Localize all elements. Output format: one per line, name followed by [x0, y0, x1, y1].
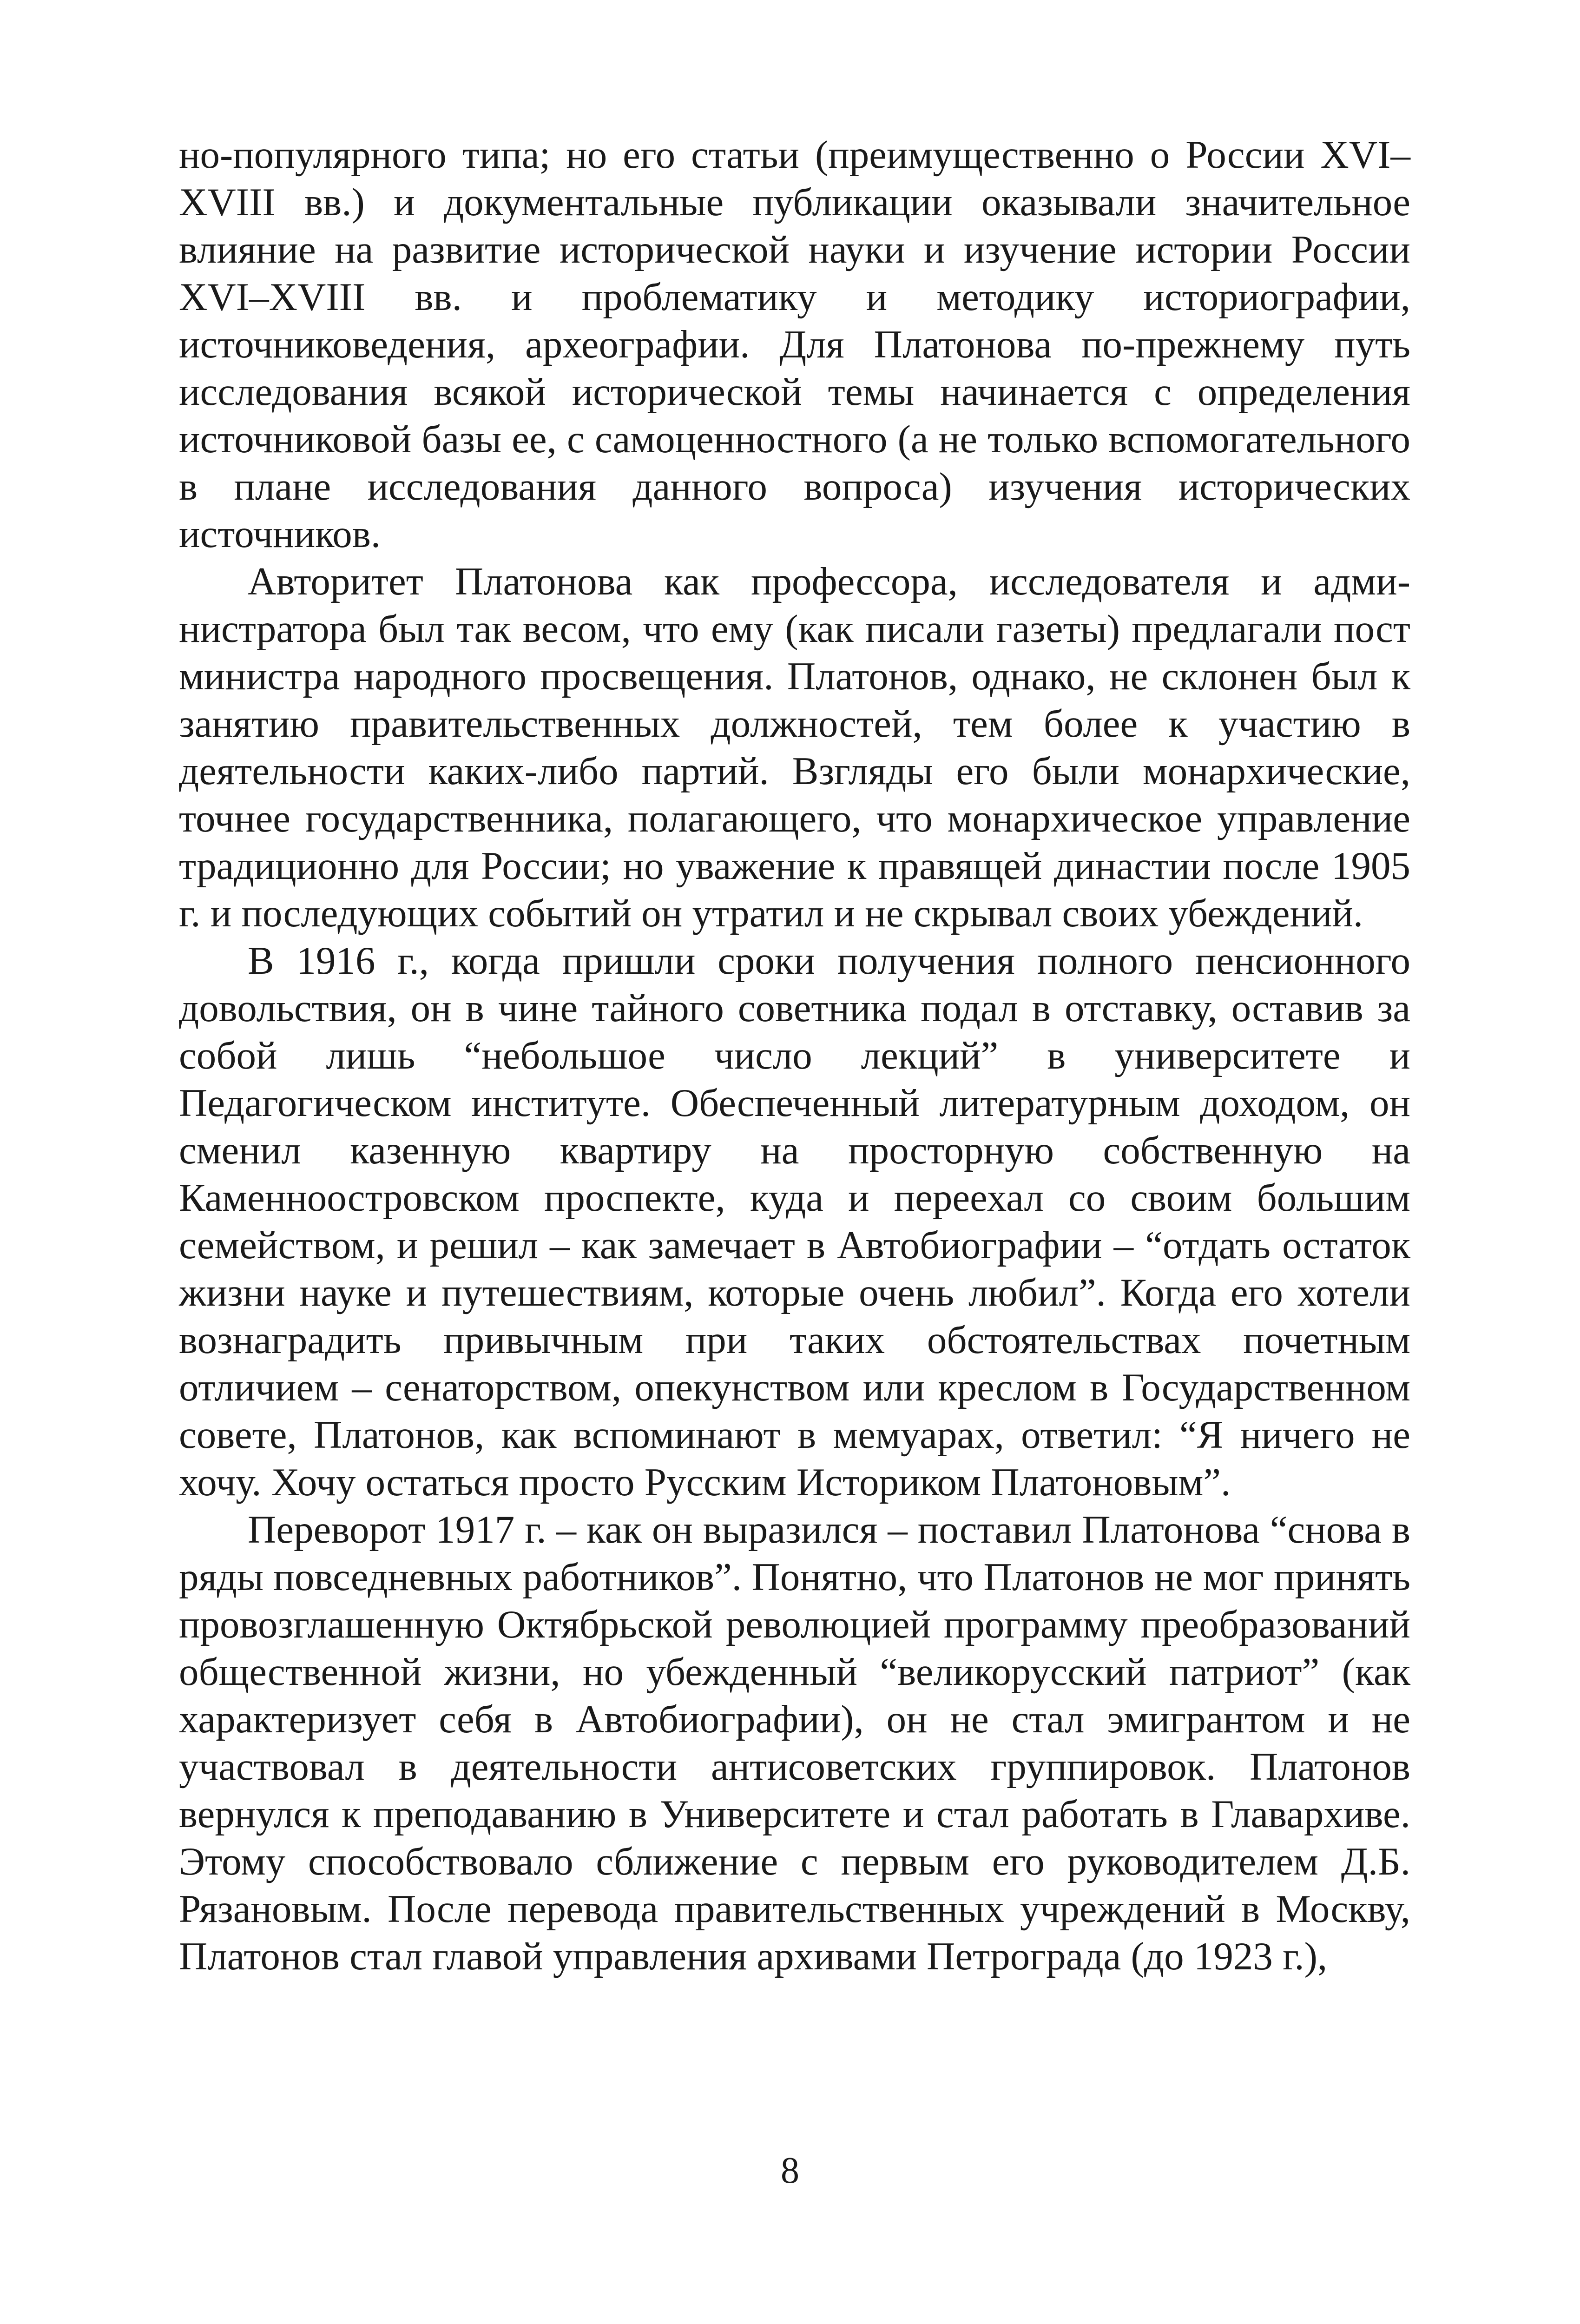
paragraph-3: В 1916 г., когда пришли сроки получения полного пенсионного довольствия, он в чине тайного советника подал в отставку, оставив за собой лишь “небольшое число лекций” в университете и Педагогическом институте. Обеспеченный литературным доходом, он сменил казенную квартиру на просторную собственную на Каменноостровском проспекте, куда и переехал со своим большим семейством, и решил – как замечает в Автобиографии – “отдать остаток жизни науке и путешествиям, которые очень любил”. Когда его хотели вознаградить привычным при таких обстоятельствах почетным отличием – сенаторством, опекунством или креслом в Государственном совете, Платонов, как вспоминают в мемуарах, ответил: “Я ничего не хочу. Хочу остаться просто Русским Историком Платоновым”.: [179, 939, 1410, 1504]
paragraph-2: Авторитет Платонова как профессора, исследователя и администратора был так весом, что ему (как писали газеты) предлагали пост министра народного просвещения. Платонов, однако, не склонен был к занятию правительственных должностей, тем более к участию в деятельности каких-либо партий. Взгляды его были монархические, точнее государственника, полагающего, что монархическое управление традиционно для России; но уважение к правящей династии после 1905 г. и последующих событий он утратил и не скрывал своих убеждений.: [179, 560, 1410, 935]
paragraph-4: Переворот 1917 г. – как он выразился – поставил Платонова “снова в ряды повседневных работников”. Понятно, что Платонов не мог принять провозглашенную Октябрьской революцией программу преобразований общественной жизни, но убежденный “великорусский патриот” (как характеризует себя в Автобиографии), он не стал эмигрантом и не участвовал в деятельности антисоветских группировок. Платонов вернулся к преподаванию в Университете и стал работать в Главархиве. Этому способствовало сближение с первым его руководителем Д.Б. Рязановым. После перевода правительственных учреждений в Москву, Платонов стал главой управления архивами Петрограда (до 1923 г.),: [179, 1508, 1410, 1978]
page-number: 8: [781, 2150, 799, 2191]
paragraph-1: но-популярного типа; но его статьи (преимущественно о России XVI–XVIII вв.) и документальные публикации оказывали значительное влияние на развитие исторической науки и изучение истории России XVI–XVIII вв. и проблематику и методику историографии, источниковедения, археографии. Для Платонова по-прежнему путь исследования всякой исторической темы начинается с определения источниковой базы ее, с самоценностного (а не только вспомогательного в плане исследования данного вопроса) изучения исторических источников.: [179, 133, 1410, 556]
body-text: [179, 131, 1410, 1980]
